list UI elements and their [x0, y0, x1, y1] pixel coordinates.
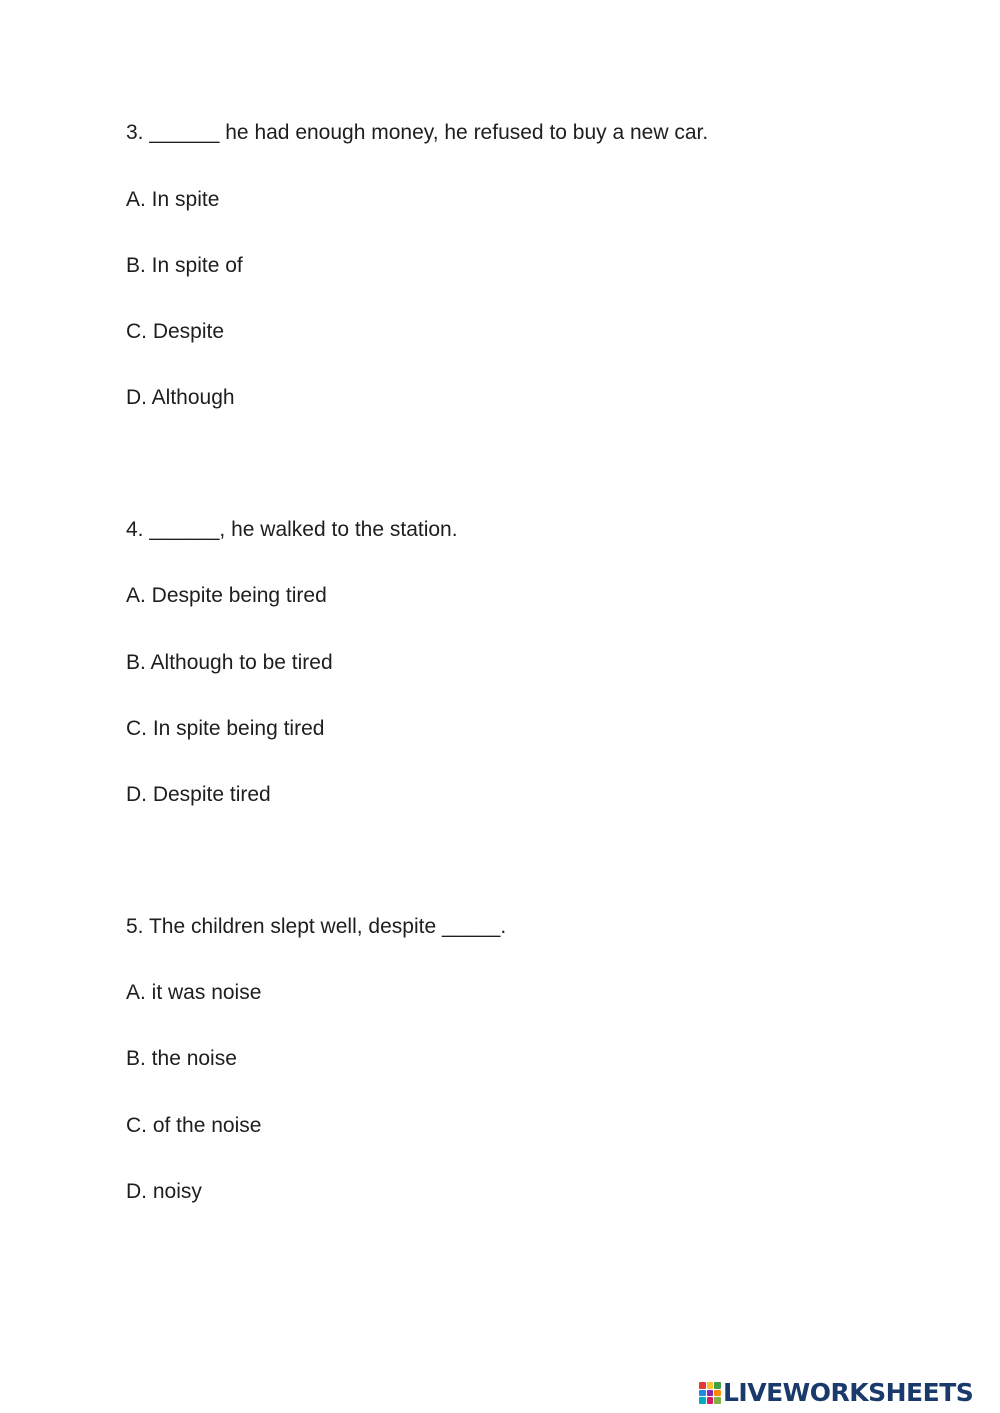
logo-mark-icon: [699, 1382, 721, 1404]
liveworksheets-logo: [699, 1378, 973, 1408]
logo-mark-square: [699, 1397, 706, 1404]
question-4-option-a: A. Despite being tired: [126, 584, 327, 607]
question-4-option-b: B. Although to be tired: [126, 651, 333, 674]
question-5-option-d: D. noisy: [126, 1180, 202, 1203]
logo-mark-square: [699, 1390, 706, 1397]
question-4-option-c: C. In spite being tired: [126, 717, 325, 740]
logo-mark-square: [707, 1397, 714, 1404]
logo-mark-square: [699, 1382, 706, 1389]
question-3-option-a: A. In spite: [126, 188, 220, 211]
logo-mark-square: [707, 1390, 714, 1397]
question-3-option-c: C. Despite: [126, 320, 225, 343]
question-5-option-c: C. of the noise: [126, 1114, 262, 1137]
question-3-option-b: B. In spite of: [126, 254, 243, 277]
logo-mark-square: [707, 1382, 714, 1389]
logo-mark-square: [714, 1390, 721, 1397]
question-3-prompt: 3. ______ he had enough money, he refused to buy a new car.: [126, 121, 709, 144]
question-4-option-d: D. Despite tired: [126, 783, 271, 806]
logo-mark-square: [714, 1397, 721, 1404]
question-4-prompt: 4. ______, he walked to the station.: [126, 518, 458, 541]
logo-mark-square: [714, 1382, 721, 1389]
question-3-option-d: D. Although: [126, 386, 235, 409]
question-5-option-b: B. the noise: [126, 1047, 237, 1070]
question-5-option-a: A. it was noise: [126, 981, 262, 1004]
logo-text: LIVEWORKSHEETS: [723, 1378, 974, 1407]
question-5-prompt: 5. The children slept well, despite _____.: [126, 915, 507, 938]
